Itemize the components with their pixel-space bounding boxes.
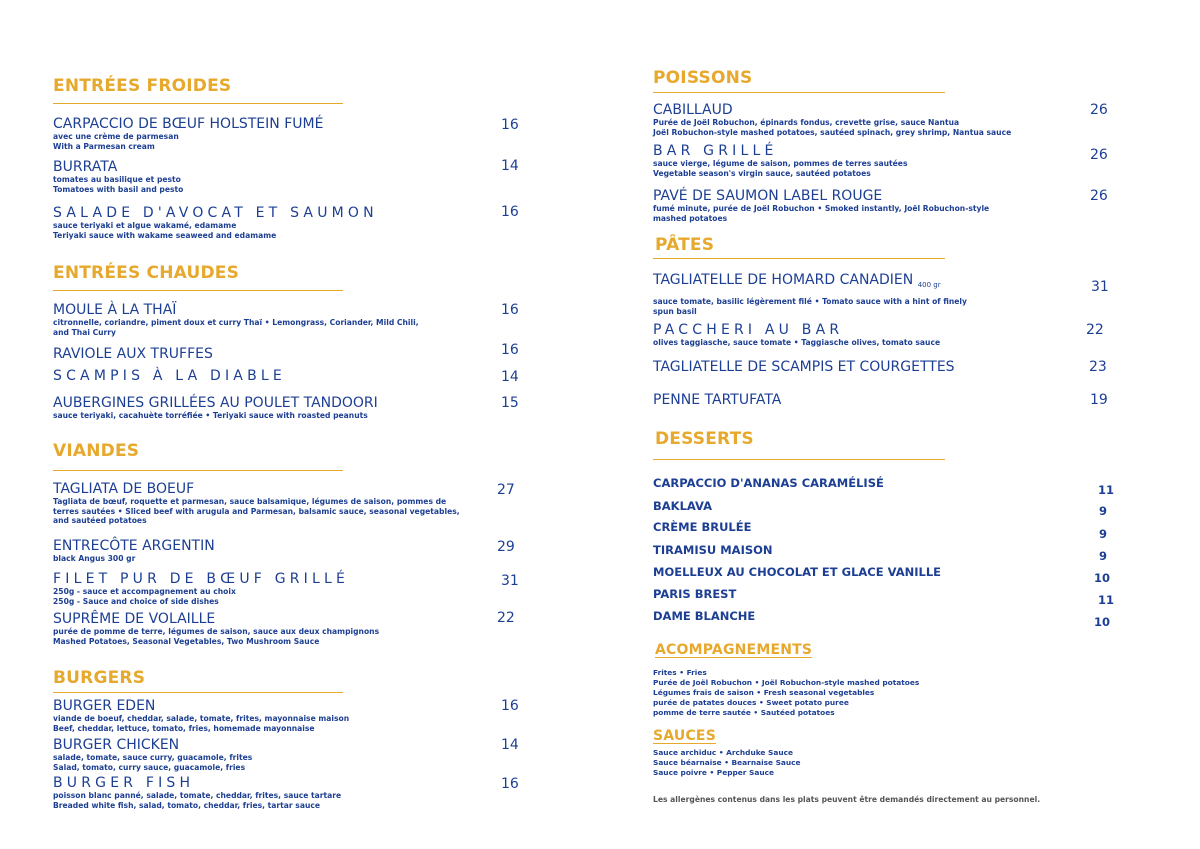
sauces-list (653, 748, 801, 778)
section-divider (53, 692, 343, 693)
item-price: 27 (497, 482, 515, 498)
section-title-desserts: DESSERTS (655, 429, 754, 449)
item-desc-en: Tomatoes with basil and pesto (53, 184, 184, 194)
item-price: 14 (501, 158, 519, 174)
item-desc: sauce vierge, légume de saison, pommes de terres sautées (653, 159, 908, 168)
section-title-pates: PÂTES (655, 235, 715, 255)
item-desc: sauce tomate, basilic légèrement filé • Tomato sauce with a hint of finely (653, 297, 967, 306)
item-desc: olives taggiasche, sauce tomate • Taggiasche olives, tomato sauce (653, 338, 941, 347)
menu-item (53, 775, 341, 810)
side-line: Légumes frais de saison • Fresh seasonal vegetables (653, 688, 875, 697)
item-name: PAVÉ DE SAUMON LABEL ROUGE (653, 188, 883, 204)
section-title-entrees-chaudes: ENTRÉES CHAUDES (53, 263, 240, 283)
item-price: 16 (501, 302, 519, 318)
dessert-name: CRÈME BRULÉE (653, 520, 752, 534)
item-name: PACCHERI AU BAR (653, 322, 844, 338)
sides-list (653, 668, 919, 718)
item-desc-cont: mashed potatoes (653, 213, 728, 223)
item-desc-cont: and Thai Curry (53, 327, 116, 337)
item-desc: salade, tomate, sauce curry, guacamole, frites (53, 753, 253, 762)
menu-item (53, 698, 349, 733)
item-desc: poisson blanc panné, salade, tomate, cheddar, frites, sauce tartare (53, 791, 342, 800)
item-price: 14 (501, 369, 519, 385)
item-price: 14 (501, 737, 519, 753)
item-desc-en: Salad, tomato, curry sauce, guacamole, fries (53, 762, 246, 772)
dessert-price: 9 (1099, 527, 1108, 541)
item-name (653, 272, 967, 293)
side-line: purée de patates douces • Sweet potato puree (653, 698, 849, 707)
item-name: AUBERGINES GRILLÉES AU POULET TANDOORI (53, 395, 378, 411)
section-title-poissons: POISSONS (653, 68, 753, 88)
menu-item (653, 359, 955, 375)
menu-item (53, 737, 252, 772)
dessert-price: 10 (1094, 571, 1111, 585)
menu-item (653, 392, 781, 408)
allergens-note: Les allergènes contenus dans les plats peuvent être demandés directement au personnel. (653, 795, 1041, 804)
menu-item (53, 368, 286, 384)
item-desc: sauce teriyaki et algue wakamé, edamame (53, 221, 237, 230)
item-price: 29 (497, 539, 515, 555)
item-name: BURGER CHICKEN (53, 737, 180, 753)
item-desc-en: With a Parmesan cream (53, 141, 155, 151)
item-name: CARPACCIO DE BŒUF HOLSTEIN FUMÉ (53, 116, 324, 132)
dessert-name: CARPACCIO D'ANANAS CARAMÉLISÉ (653, 476, 884, 490)
item-name-text: TAGLIATELLE DE HOMARD CANADIEN (653, 272, 914, 288)
item-name: TAGLIATELLE DE SCAMPIS ET COURGETTES (653, 359, 955, 375)
item-desc-en: Mashed Potatoes, Seasonal Vegetables, Two Mushroom Sauce (53, 636, 320, 646)
menu-item (653, 143, 907, 178)
item-desc-cont: spun basil (653, 306, 697, 316)
item-name: BURRATA (53, 159, 118, 175)
item-desc: sauce teriyaki, cacahuète torréfiée • Teriyaki sauce with roasted peanuts (53, 411, 368, 420)
item-name: SCAMPIS À LA DIABLE (53, 368, 286, 384)
menu-item (653, 188, 989, 223)
dessert-price: 9 (1099, 504, 1108, 518)
menu-item (653, 102, 1011, 137)
item-name: PENNE TARTUFATA (653, 392, 782, 408)
dessert-name: PARIS BREST (653, 587, 737, 601)
side-line: Frites • Fries (653, 668, 707, 677)
menu-item (53, 346, 213, 362)
menu-item (53, 395, 378, 421)
section-title-viandes: VIANDES (53, 441, 140, 461)
item-desc: Purée de Joël Robuchon, épinards fondus, crevette grise, sauce Nantua (653, 118, 960, 127)
item-name: SUPRÊME DE VOLAILLE (53, 611, 216, 627)
item-price: 31 (501, 573, 519, 589)
item-desc: tomates au basilique et pesto (53, 175, 181, 184)
item-price: 15 (501, 395, 519, 411)
dessert-name: DAME BLANCHE (653, 609, 756, 623)
side-line: pomme de terre sautée • Sautéed potatoes (653, 708, 835, 717)
item-price: 23 (1089, 359, 1107, 375)
item-name: SALADE D'AVOCAT ET SAUMON (53, 205, 378, 221)
item-desc: Tagliata de bœuf, roquette et parmesan, sauce balsamique, légumes de saison, pommes de (53, 497, 447, 506)
item-price: 16 (501, 698, 519, 714)
item-name: BURGER EDEN (53, 698, 156, 714)
item-desc: avec une crème de parmesan (53, 132, 179, 141)
item-name: CABILLAUD (653, 102, 733, 118)
side-line: Purée de Joël Robuchon • Joël Robuchon-style mashed potatoes (653, 678, 920, 687)
dessert-price: 11 (1098, 483, 1115, 497)
dessert-price: 9 (1099, 549, 1108, 563)
dessert-name: TIRAMISU MAISON (653, 543, 773, 557)
dessert-name: BAKLAVA (653, 499, 713, 513)
section-divider (653, 92, 945, 93)
item-name: BURGER FISH (53, 775, 195, 791)
item-desc: viande de boeuf, cheddar, salade, tomate, frites, mayonnaise maison (53, 714, 350, 723)
section-divider (653, 459, 945, 460)
item-price: 22 (497, 610, 515, 626)
section-title-entrees-froides: ENTRÉES FROIDES (53, 76, 232, 96)
item-price: 22 (1086, 322, 1104, 338)
dessert-price: 10 (1094, 615, 1111, 629)
menu-item (53, 205, 378, 240)
sauce-line: Sauce archiduc • Archduke Sauce (653, 748, 793, 757)
item-name: ENTRECÔTE ARGENTIN (53, 538, 215, 554)
item-desc: black Angus 300 gr (53, 554, 136, 563)
item-desc-en: Breaded white fish, salad, tomato, cheddar, fries, tartar sauce (53, 800, 321, 810)
item-name: FILET PUR DE BŒUF GRILLÉ (53, 571, 350, 587)
item-weight: 400 gr (917, 281, 941, 289)
menu-item (53, 481, 460, 526)
item-name: BAR GRILLÉ (653, 143, 778, 159)
menu-item (53, 538, 215, 564)
item-price: 26 (1090, 102, 1108, 118)
item-price: 31 (1091, 279, 1109, 295)
item-name: MOULE À LA THAÏ (53, 302, 177, 318)
section-divider (53, 290, 343, 291)
dessert-price: 11 (1098, 593, 1115, 607)
item-name: TAGLIATA DE BOEUF (53, 481, 195, 497)
item-price: 26 (1090, 188, 1108, 204)
section-title-sauces: SAUCES (653, 728, 716, 744)
sauce-line: Sauce béarnaise • Bearnaise Sauce (653, 758, 801, 767)
section-title-burgers: BURGERS (53, 668, 146, 688)
item-desc: fumé minute, purée de Joël Robuchon • Smoked instantly, Joël Robuchon-style (653, 204, 990, 213)
item-name: RAVIOLE AUX TRUFFES (53, 346, 213, 362)
item-price: 26 (1090, 147, 1108, 163)
menu-item (53, 571, 349, 606)
menu-item (53, 302, 419, 337)
item-desc-en: Beef, cheddar, lettuce, tomato, fries, homemade mayonnaise (53, 723, 315, 733)
sauce-line: Sauce poivre • Pepper Sauce (653, 768, 774, 777)
menu-item (53, 611, 379, 646)
item-price: 19 (1090, 392, 1108, 408)
item-price: 16 (501, 342, 519, 358)
item-desc-en: Vegetable season's virgin sauce, sautéed potatoes (653, 168, 871, 178)
section-title-accompagnements: ACOMPAGNEMENTS (655, 642, 813, 658)
section-divider (53, 103, 343, 104)
item-desc-cont: terres sautées • Sliced beef with arugula and Parmesan, balsamic sauce, seasonal vegetables, (53, 506, 460, 516)
item-desc: 250g - sauce et accompagnement au choix (53, 587, 236, 596)
menu-item (53, 159, 183, 194)
section-divider (653, 258, 945, 259)
item-desc: citronnelle, coriandre, piment doux et curry Thaï • Lemongrass, Coriander, Mild Chili, (53, 318, 419, 327)
item-desc-cont: and sautéed potatoes (53, 516, 147, 525)
menu-item (53, 116, 323, 151)
menu-item (653, 322, 940, 348)
menu-item (653, 272, 967, 316)
item-price: 16 (501, 117, 519, 133)
item-desc-en: Teriyaki sauce with wakame seaweed and edamame (53, 230, 277, 240)
item-price: 16 (501, 204, 519, 220)
item-desc-en: Joël Robuchon-style mashed potatoes, sautéed spinach, grey shrimp, Nantua sauce (653, 127, 1012, 137)
dessert-name: MOELLEUX AU CHOCOLAT ET GLACE VANILLE (653, 565, 942, 579)
section-divider (53, 470, 343, 471)
item-desc: purée de pomme de terre, légumes de saison, sauce aux deux champignons (53, 627, 380, 636)
item-price: 16 (501, 776, 519, 792)
item-desc-en: 250g - Sauce and choice of side dishes (53, 596, 219, 606)
